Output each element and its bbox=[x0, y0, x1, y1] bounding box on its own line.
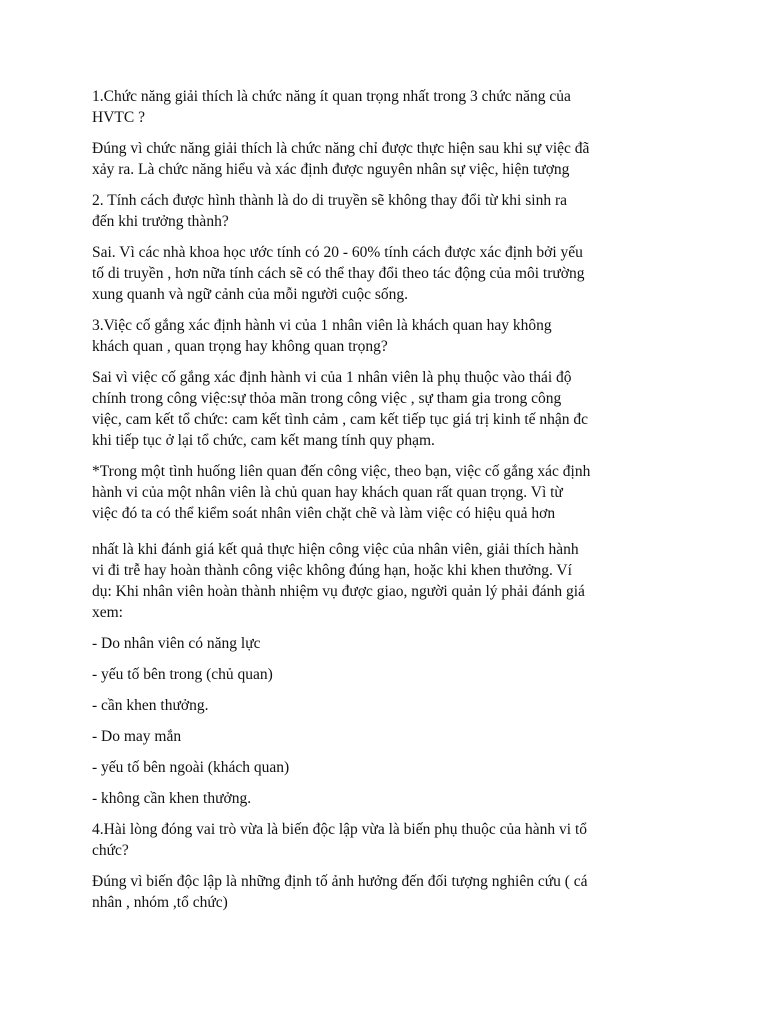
bullet-item bbox=[92, 664, 682, 685]
bullet-item bbox=[92, 695, 682, 716]
text-line: việc, cam kết tổ chức: cam kết tình cảm , cam kết tiếp tục giá trị kinh tế nhận đc bbox=[92, 411, 589, 428]
question-3 bbox=[92, 315, 682, 357]
text-line: Sai. Vì các nhà khoa học ước tính có 20 - 60% tính cách được xác định bởi yếu bbox=[92, 244, 583, 261]
text-line: - không cần khen thưởng. bbox=[92, 790, 252, 807]
answer-3 bbox=[92, 367, 682, 451]
text-line: xảy ra. Là chức năng hiểu và xác định được nguyên nhân sự việc, hiện tượng bbox=[92, 161, 570, 178]
text-line: nhất là khi đánh giá kết quả thực hiện công việc của nhân viên, giải thích hành bbox=[92, 541, 579, 558]
note-3 bbox=[92, 461, 682, 524]
question-2 bbox=[92, 190, 682, 232]
text-line: khi tiếp tục ở lại tổ chức, cam kết mang tính quy phạm. bbox=[92, 432, 435, 449]
text-line: hành vi của một nhân viên là chủ quan hay khách quan rất quan trọng. Vì từ bbox=[92, 484, 563, 501]
answer-1 bbox=[92, 138, 682, 180]
text-line: vi đi trễ hay hoàn thành công việc không đúng hạn, hoặc khi khen thưởng. Ví bbox=[92, 562, 572, 579]
document-body bbox=[92, 86, 682, 923]
continuation-3 bbox=[92, 539, 682, 623]
text-line: - cần khen thưởng. bbox=[92, 697, 209, 714]
question-4 bbox=[92, 819, 682, 861]
text-line: Đúng vì chức năng giải thích là chức năng chỉ được thực hiện sau khi sự việc đã bbox=[92, 140, 590, 157]
text-line: khách quan , quan trọng hay không quan trọng? bbox=[92, 338, 388, 355]
text-line: chức? bbox=[92, 842, 129, 859]
bullet-item bbox=[92, 757, 682, 778]
text-line: *Trong một tình huống liên quan đến công việc, theo bạn, việc cố gắng xác định bbox=[92, 463, 591, 480]
bullet-item bbox=[92, 633, 682, 654]
answer-4 bbox=[92, 871, 682, 913]
text-line: - yếu tố bên trong (chủ quan) bbox=[92, 666, 273, 683]
text-line: việc đó ta có thể kiểm soát nhân viên chặt chẽ và làm việc có hiệu quả hơn bbox=[92, 505, 556, 522]
text-line: - Do nhân viên có năng lực bbox=[92, 635, 261, 652]
text-line: Đúng vì biến độc lập là những định tố ảnh hưởng đến đối tượng nghiên cứu ( cá bbox=[92, 873, 588, 890]
bullet-item bbox=[92, 726, 682, 747]
text-line: Sai vì việc cố gắng xác định hành vi của 1 nhân viên là phụ thuộc vào thái độ bbox=[92, 369, 572, 386]
text-line: xem: bbox=[92, 604, 123, 621]
text-line: xung quanh và ngữ cảnh của mỗi người cuộc sống. bbox=[92, 286, 408, 303]
text-line: dụ: Khi nhân viên hoàn thành nhiệm vụ được giao, người quản lý phải đánh giá bbox=[92, 583, 585, 600]
text-line: nhân , nhóm ,tổ chức) bbox=[92, 894, 228, 911]
text-line: 2. Tính cách được hình thành là do di truyền sẽ không thay đổi từ khi sinh ra bbox=[92, 192, 567, 209]
text-line: đến khi trưởng thành? bbox=[92, 213, 229, 230]
text-line: chính trong công việc:sự thỏa mãn trong công việc , sự tham gia trong công bbox=[92, 390, 562, 407]
text-line: 3.Việc cố gắng xác định hành vi của 1 nhân viên là khách quan hay không bbox=[92, 317, 552, 334]
text-line: 1.Chức năng giải thích là chức năng ít quan trọng nhất trong 3 chức năng của bbox=[92, 88, 571, 105]
text-line: - yếu tố bên ngoài (khách quan) bbox=[92, 759, 290, 776]
bullet-item bbox=[92, 788, 682, 809]
answer-2 bbox=[92, 242, 682, 305]
text-line: 4.Hài lòng đóng vai trò vừa là biến độc lập vừa là biến phụ thuộc của hành vi tổ bbox=[92, 821, 588, 838]
text-line: tố di truyền , hơn nữa tính cách sẽ có thể thay đổi theo tác động của môi trường bbox=[92, 265, 585, 282]
text-line: - Do may mắn bbox=[92, 728, 182, 745]
question-1 bbox=[92, 86, 682, 128]
text-line: HVTC ? bbox=[92, 109, 145, 126]
